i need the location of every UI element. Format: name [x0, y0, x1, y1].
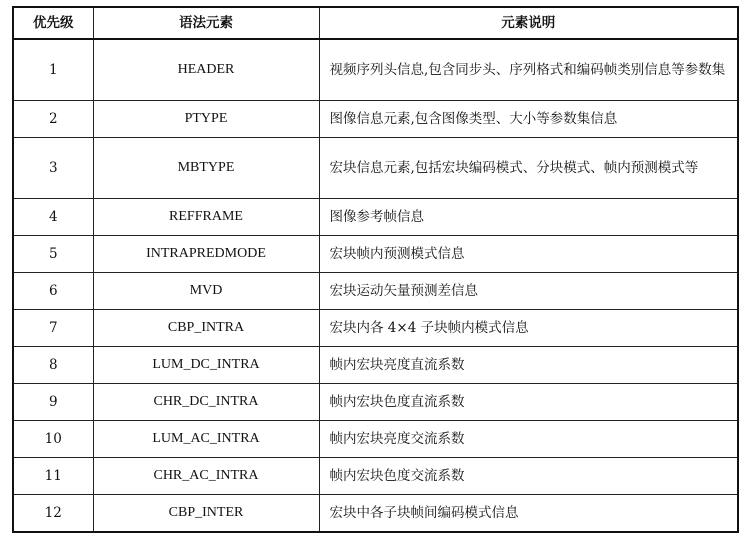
- priority-cell: 12: [13, 495, 93, 533]
- priority-cell: 10: [13, 421, 93, 458]
- description-cell: 图像信息元素,包含图像类型、大小等参数集信息: [319, 101, 738, 138]
- description-cell: 宏块信息元素,包括宏块编码模式、分块模式、帧内预测模式等: [319, 138, 738, 199]
- table-row: [13, 310, 738, 347]
- priority-cell: 7: [13, 310, 93, 347]
- description-cell: 帧内宏块亮度交流系数: [319, 421, 738, 458]
- priority-cell: 6: [13, 273, 93, 310]
- element-cell: MVD: [93, 273, 319, 310]
- element-cell: LUM_DC_INTRA: [93, 347, 319, 384]
- description-cell: 视频序列头信息,包含同步头、序列格式和编码帧类别信息等参数集: [319, 39, 738, 101]
- priority-cell: 5: [13, 236, 93, 273]
- table-row: [13, 199, 738, 236]
- priority-cell: 8: [13, 347, 93, 384]
- description-cell: 帧内宏块亮度直流系数: [319, 347, 738, 384]
- table-row: [13, 236, 738, 273]
- syntax-priority-table: [12, 6, 739, 533]
- description-cell: 宏块中各子块帧间编码模式信息: [319, 495, 738, 533]
- element-cell: INTRAPREDMODE: [93, 236, 319, 273]
- table-row: [13, 384, 738, 421]
- element-cell: CHR_AC_INTRA: [93, 458, 319, 495]
- table-row: [13, 347, 738, 384]
- element-cell: REFFRAME: [93, 199, 319, 236]
- element-cell: MBTYPE: [93, 138, 319, 199]
- description-cell: 帧内宏块色度直流系数: [319, 384, 738, 421]
- priority-cell: 3: [13, 138, 93, 199]
- header-priority: 优先级: [13, 7, 93, 39]
- header-syntax-element: 语法元素: [93, 7, 319, 39]
- description-cell: 宏块运动矢量预测差信息: [319, 273, 738, 310]
- description-cell: 宏块内各 4×4 子块帧内模式信息: [319, 310, 738, 347]
- element-cell: CHR_DC_INTRA: [93, 384, 319, 421]
- element-cell: CBP_INTER: [93, 495, 319, 533]
- priority-cell: 1: [13, 39, 93, 101]
- priority-cell: 11: [13, 458, 93, 495]
- table-row: [13, 273, 738, 310]
- element-cell: LUM_AC_INTRA: [93, 421, 319, 458]
- table-row: [13, 421, 738, 458]
- element-cell: CBP_INTRA: [93, 310, 319, 347]
- syntax-priority-table-container: [12, 6, 737, 533]
- table-row: [13, 101, 738, 138]
- table-row: [13, 138, 738, 199]
- priority-cell: 4: [13, 199, 93, 236]
- element-cell: PTYPE: [93, 101, 319, 138]
- priority-cell: 9: [13, 384, 93, 421]
- table-row: [13, 495, 738, 533]
- priority-cell: 2: [13, 101, 93, 138]
- table-header-row: [13, 7, 738, 39]
- description-cell: 图像参考帧信息: [319, 199, 738, 236]
- header-element-description: 元素说明: [319, 7, 738, 39]
- element-cell: HEADER: [93, 39, 319, 101]
- description-cell: 帧内宏块色度交流系数: [319, 458, 738, 495]
- table-row: [13, 458, 738, 495]
- description-cell: 宏块帧内预测模式信息: [319, 236, 738, 273]
- table-row: [13, 39, 738, 101]
